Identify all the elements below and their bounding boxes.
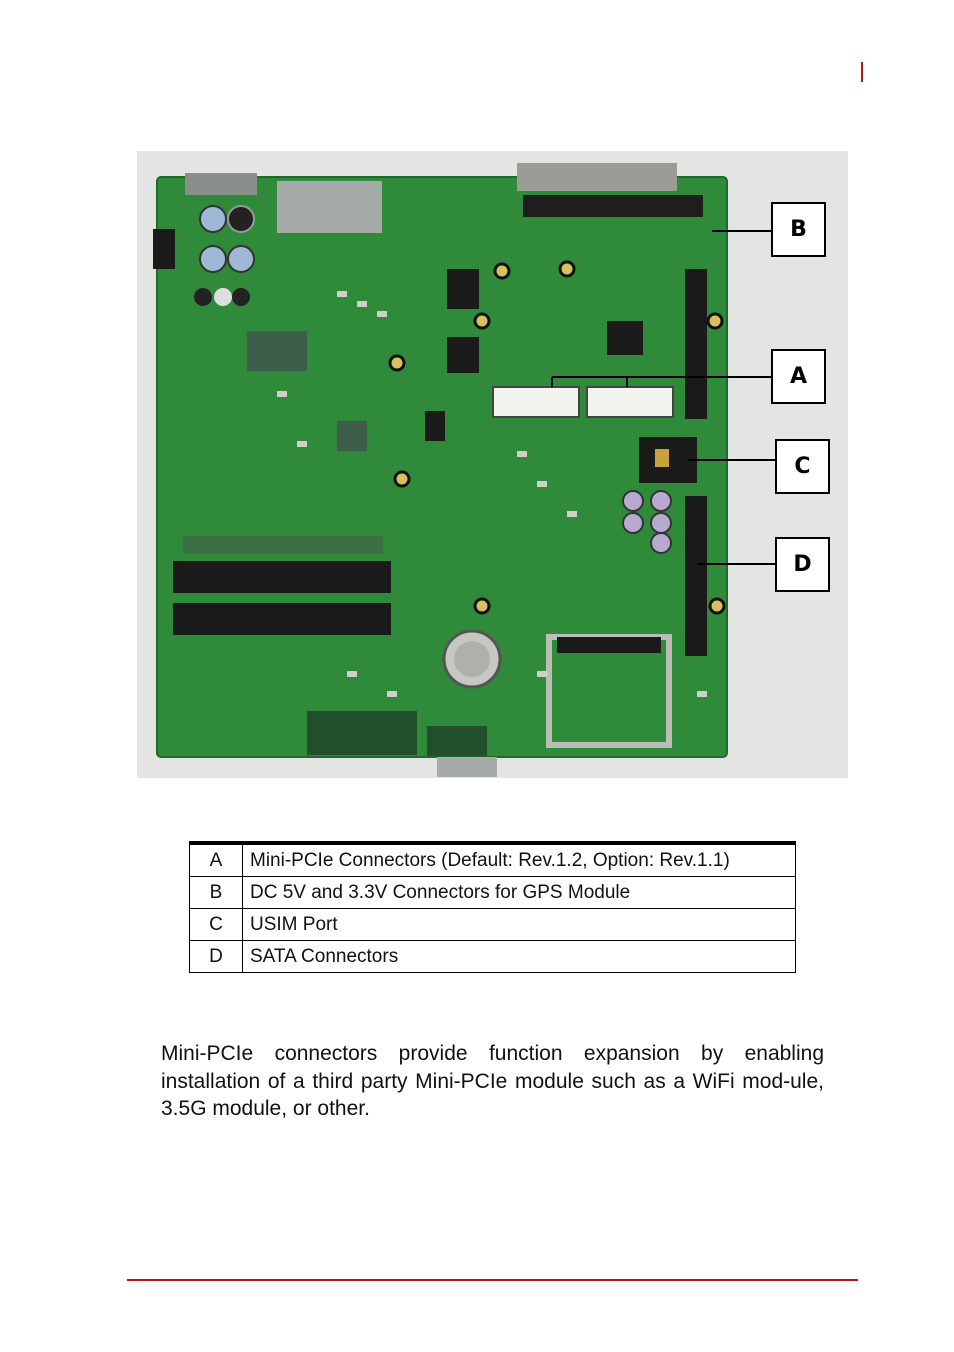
- legend-key: D: [190, 941, 243, 973]
- leader-line-b: [712, 230, 771, 232]
- callout-c: C: [775, 439, 830, 494]
- motherboard-illustration: [137, 151, 848, 778]
- table-row: [190, 843, 796, 877]
- legend-key: C: [190, 909, 243, 941]
- footer-rule: [127, 1279, 858, 1281]
- callout-b: B: [771, 202, 826, 257]
- body-paragraph: Mini-PCIe connectors provide function expansion by enabling installation of a third party Mini-PCIe module such as a WiFi mod-ule, 3.5G module, or other.: [161, 1042, 824, 1120]
- legend-desc: USIM Port: [243, 909, 796, 941]
- header-marker: [861, 62, 863, 82]
- callout-a: A: [771, 349, 826, 404]
- legend-desc: Mini-PCIe Connectors (Default: Rev.1.2, Option: Rev.1.1): [243, 843, 796, 877]
- leader-line-c: [688, 459, 775, 461]
- legend-desc: DC 5V and 3.3V Connectors for GPS Module: [243, 877, 796, 909]
- leader-line-a: [627, 376, 771, 378]
- legend-key: A: [190, 843, 243, 877]
- legend-key: B: [190, 877, 243, 909]
- leader-line-d: [697, 563, 775, 565]
- table-row: [190, 941, 796, 973]
- legend-desc: SATA Connectors: [243, 941, 796, 973]
- legend-table: [189, 841, 796, 973]
- table-row: [190, 909, 796, 941]
- callout-d: D: [775, 537, 830, 592]
- table-row: [190, 877, 796, 909]
- motherboard-photo: [137, 151, 848, 778]
